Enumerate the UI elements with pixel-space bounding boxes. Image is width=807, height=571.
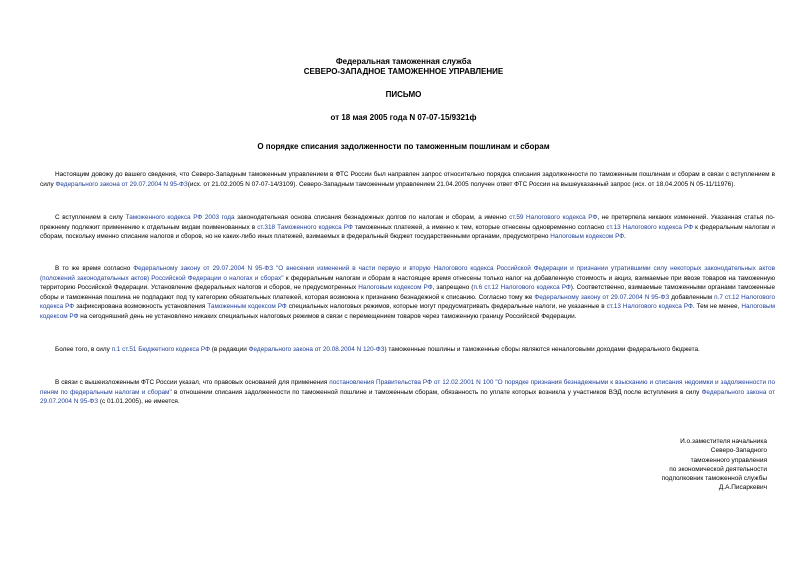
p3-text: зафиксирована возможность установления xyxy=(74,303,208,311)
link-fz-95-full[interactable]: Федеральному закону от 29.07.2004 N 95-ФЗ "О внесении изменений в части первую и вторую Налогового кодекса Российской Федерации и признании утратившими силу некоторых законодательных актов (положений законодательных актов) Российской Федерации о налогах и сборах" xyxy=(40,265,776,282)
p2-text: таможенных платежей, а именно к тем, которые отнесены одновременно согласно xyxy=(352,223,607,231)
p4-text: ) таможенные пошлины и таможенные сборы являются неналоговыми доходами федерального бюджета. xyxy=(384,346,700,353)
p1-text: Настоящим довожу до вашего сведения, что Северо-Западным таможенным управлением в ФТС России был направлен запрос относительно порядка списания задолженности по таможенным пошлинам и сборам в связи с вступлением в силу xyxy=(40,171,775,188)
p3-text: на сегодняшний день не установлено никаких специальных налоговых режимов в связи с перемещением товаров через таможенную границу Российской Федерации. xyxy=(78,312,577,320)
signature-line: Д.А.Писаркевич xyxy=(718,484,767,492)
p5-text: (с 01.01.2005), не имеется. xyxy=(98,398,180,406)
link-nk[interactable]: Налоговым кодексом РФ xyxy=(550,233,625,241)
p5-text: в отношении списания задолженности по таможенной пошлине и таможенным сборам, обязанность по уплате которых возникла у участников ВЭД после вступления в силу xyxy=(171,388,702,396)
link-nk[interactable]: Налоговым кодексом РФ xyxy=(358,284,433,292)
link-fz-95[interactable]: Федерального закона от 29.07.2004 N 95-ФЗ xyxy=(55,180,188,188)
p3-text: к федеральным налогам и сборам в настоящее время отнесены только налог на добавленную стоимость и акциз, взимаемые при ввозе товаров на таможенную территорию Российской Федерации. Установление федеральных налогов и сборов, не предусмотренных xyxy=(40,274,775,292)
p2-text: к федеральным налогам и сборам, поскольку именно списание налогов и сборов, но не каких-либо иных платежей, взимаемых в федеральный бюджет государственными органами, предусмотрено xyxy=(40,223,776,241)
p2-text: , не претерпела никаких изменений. Указанная статья по-прежнему подлежит применению к отдельным видам поименованных в xyxy=(40,214,775,231)
p1-text: (исх. от 21.02.2005 N 07-07-14/3109). Северо-Западным таможенным управлением 21.04.2005 получен ответ ФТС России на вышеуказанный запрос (исх. от 18.04.2005 N 05-11/11976). xyxy=(187,180,736,188)
link-nk-art13[interactable]: ст.13 Налогового кодекса РФ xyxy=(606,223,694,231)
document-date-number: от 18 мая 2005 года N 07-07-15/9321ф xyxy=(330,113,477,122)
p5-text: В связи с вышеизложенным ФТС России указал, что правовых оснований для применения xyxy=(55,379,330,386)
p2-text: законодательная основа списания безнадежных долгов по налогам и сборам, а именно xyxy=(234,214,510,221)
link-nk-art13[interactable]: ст.13 Налогового кодекса РФ xyxy=(606,303,693,311)
paragraph-2 xyxy=(40,213,775,242)
p3-text: . Тем не менее, xyxy=(692,303,742,311)
link-tk[interactable]: Таможенным кодексом РФ xyxy=(207,303,287,311)
link-pp-100[interactable]: постановления Правительства РФ от 12.02.2001 N 100 "О порядке признания безнадежными к взысканию и списания недоимки и задолженности по пеням по федеральным налогам и сборам" xyxy=(40,379,775,396)
document-subject: О порядке списания задолженности по таможенным пошлинам и сборам xyxy=(257,142,550,151)
document-type: ПИСЬМО xyxy=(385,90,422,99)
p3-text: В то же время согласно xyxy=(55,265,134,272)
department-name: СЕВЕРО-ЗАПАДНОЕ ТАМОЖЕННОЕ УПРАВЛЕНИЕ xyxy=(303,67,504,76)
link-fz-120[interactable]: Федерального закона от 20.08.2004 N 120-ФЗ xyxy=(248,346,385,353)
p3-text: ). Соответственно, взимаемые таможенными органами таможенные сборы и таможенная пошлина не подпадают под ту категорию обязательных платежей, которая возможна к признанию безнадежной к списанию. Согласно тому же xyxy=(40,284,776,301)
link-customs-code-2003[interactable]: Таможенного кодекса РФ 2003 года xyxy=(125,214,235,221)
paragraph-3 xyxy=(40,264,775,322)
paragraph-1 xyxy=(40,170,775,189)
signature-line: таможенного управления xyxy=(690,456,767,464)
p2-text: С вступлением в силу xyxy=(55,214,126,221)
signature-line: Северо-Западного xyxy=(710,447,767,455)
signature-line: по экономической деятельности xyxy=(669,465,767,473)
link-fz-95[interactable]: Федерального закона от 29.07.2004 N 95-ФЗ xyxy=(40,388,775,406)
p3-text: специальных налоговых режимов, которые могут предусматривать федеральные налоги, не указанные в xyxy=(286,303,607,311)
p3-text: , запрещено ( xyxy=(432,284,474,292)
p4-text: (в редакции xyxy=(209,346,249,353)
paragraph-4 xyxy=(40,345,775,355)
link-bk-p1-art51[interactable]: п.1 ст.51 Бюджетного кодекса РФ xyxy=(111,346,210,353)
link-nk-art59[interactable]: ст.59 Налогового кодекса РФ xyxy=(509,214,598,221)
signature-block xyxy=(567,437,767,493)
signature-line: подполковник таможенной службы xyxy=(661,475,767,483)
p4-text: Более того, в силу xyxy=(55,346,112,353)
p3-text: добавленным xyxy=(669,293,715,301)
signature-line: И.о.заместителя начальника xyxy=(680,438,767,445)
link-tk-art318[interactable]: ст.318 Таможенного кодекса РФ xyxy=(257,223,353,231)
link-nk-p7-art12[interactable]: п.7 ст.12 Налогового кодекса РФ xyxy=(40,293,776,311)
link-fz-95[interactable]: Федеральному закону от 29.07.2004 N 95-ФЗ xyxy=(534,293,670,301)
link-nk-p6-art12[interactable]: п.6 ст.12 Налогового кодекса РФ xyxy=(473,284,571,292)
link-nk[interactable]: Налоговым кодексом РФ xyxy=(40,303,775,320)
p2-text: . xyxy=(624,233,626,241)
paragraph-5 xyxy=(40,378,775,407)
org-name: Федеральная таможенная служба xyxy=(335,57,472,66)
